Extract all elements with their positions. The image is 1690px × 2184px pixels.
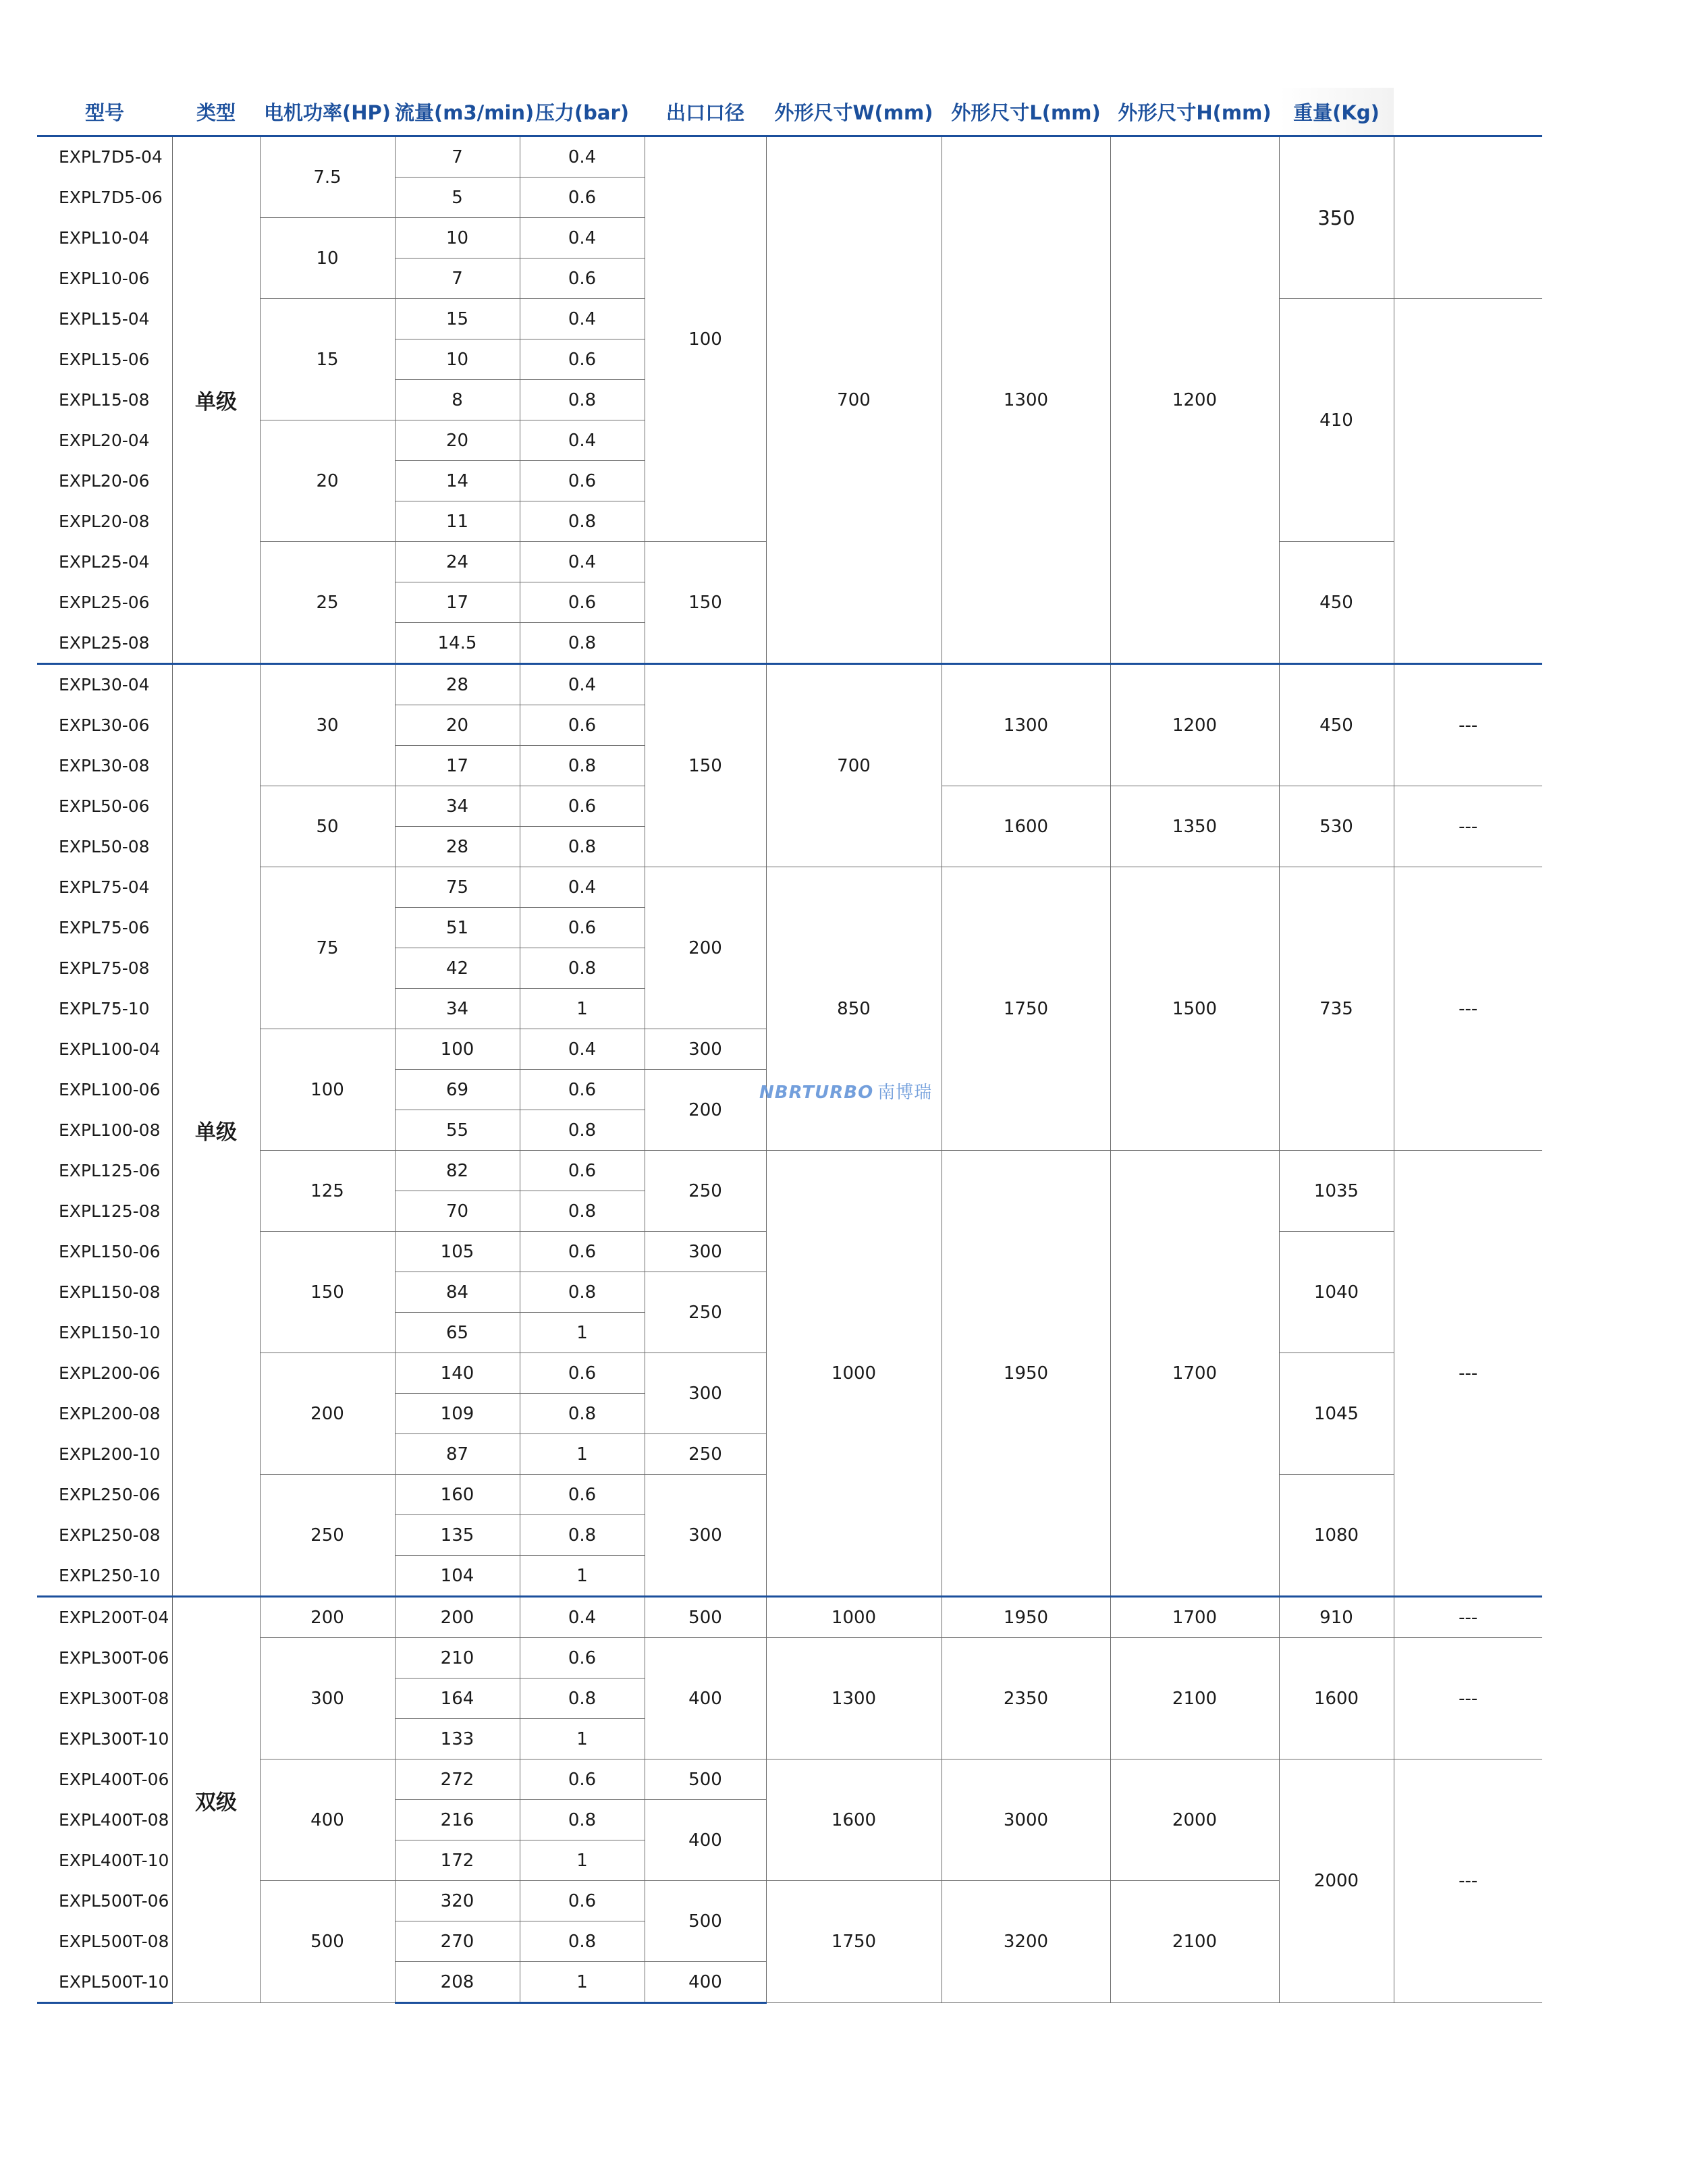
length-cell: 1950 <box>942 1597 1110 1638</box>
flow-cell: 70 <box>395 1191 520 1232</box>
weight-cell: 350 <box>1279 136 1394 299</box>
pressure-cell: 0.8 <box>520 380 645 420</box>
model-cell: EXPL20-04 <box>37 420 172 461</box>
model-cell: EXPL75-06 <box>37 908 172 948</box>
pressure-cell: 0.6 <box>520 1475 645 1515</box>
flow-cell: 133 <box>395 1719 520 1759</box>
header-flow: 流量(m3/min) <box>395 101 535 124</box>
weight-cell: 1600 <box>1279 1638 1394 1759</box>
pressure-cell: 0.6 <box>520 786 645 827</box>
flow-cell: 11 <box>395 501 520 542</box>
pressure-cell: 0.6 <box>520 178 645 218</box>
outlet-cell: 250 <box>645 1272 766 1353</box>
weight-cell: 1040 <box>1279 1232 1394 1353</box>
pressure-cell: 1 <box>520 1962 645 2003</box>
model-cell: EXPL30-06 <box>37 705 172 746</box>
pressure-cell: 0.4 <box>520 542 645 582</box>
watermark-brand: NBRTURBO <box>759 1083 874 1103</box>
flow-cell: 208 <box>395 1962 520 2003</box>
weight-cell: 2000 <box>1279 1759 1394 2003</box>
table-row <box>37 664 1542 705</box>
pressure-cell: 1 <box>520 989 645 1029</box>
flow-cell: 105 <box>395 1232 520 1272</box>
length-cell: 1750 <box>942 867 1110 1151</box>
flow-cell: 140 <box>395 1353 520 1394</box>
pressure-cell: 0.4 <box>520 420 645 461</box>
width-cell: 1000 <box>766 1151 942 1597</box>
pressure-cell: 0.6 <box>520 1070 645 1110</box>
outlet-cell: 100 <box>645 136 766 542</box>
flow-cell: 135 <box>395 1515 520 1556</box>
type-cell: 双级 <box>172 1597 260 2003</box>
length-cell: 1600 <box>942 786 1110 867</box>
flow-cell: 7 <box>395 136 520 178</box>
power-cell: 30 <box>260 664 395 786</box>
weight-cell: 1035 <box>1279 1151 1394 1232</box>
flow-cell: 75 <box>395 867 520 908</box>
pressure-cell: 0.8 <box>520 1678 645 1719</box>
pressure-cell: 1 <box>520 1434 645 1475</box>
power-cell: 75 <box>260 867 395 1029</box>
flow-cell: 10 <box>395 339 520 380</box>
model-cell: EXPL125-08 <box>37 1191 172 1232</box>
power-cell: 15 <box>260 299 395 420</box>
pressure-cell: 0.4 <box>520 1597 645 1638</box>
model-cell: EXPL400T-08 <box>37 1800 172 1840</box>
table-row <box>37 1759 1542 1800</box>
remark-cell <box>1394 136 1542 299</box>
flow-cell: 14.5 <box>395 623 520 664</box>
model-cell: EXPL250-08 <box>37 1515 172 1556</box>
model-cell: EXPL400T-10 <box>37 1840 172 1881</box>
weight-cell: 450 <box>1279 664 1394 786</box>
length-cell: 2350 <box>942 1638 1110 1759</box>
length-cell: 1950 <box>942 1151 1110 1597</box>
width-cell: 1300 <box>766 1638 942 1759</box>
header-length: 外形尺寸L(mm) <box>951 101 1101 124</box>
pressure-cell: 0.4 <box>520 664 645 705</box>
header-height: 外形尺寸H(mm) <box>1118 101 1272 124</box>
remark-cell: --- <box>1394 664 1542 786</box>
pressure-cell: 0.4 <box>520 867 645 908</box>
header-pressure: 压力(bar) <box>535 101 630 124</box>
model-cell: EXPL20-08 <box>37 501 172 542</box>
power-cell: 250 <box>260 1475 395 1597</box>
remark-cell: --- <box>1394 786 1542 867</box>
model-cell: EXPL75-04 <box>37 867 172 908</box>
flow-cell: 17 <box>395 746 520 786</box>
weight-cell: 450 <box>1279 542 1394 664</box>
power-cell: 200 <box>260 1353 395 1475</box>
pressure-cell: 0.6 <box>520 1151 645 1191</box>
model-cell: EXPL200T-04 <box>37 1597 172 1638</box>
height-cell: 2000 <box>1110 1759 1279 1881</box>
flow-cell: 172 <box>395 1840 520 1881</box>
weight-cell: 410 <box>1279 299 1394 542</box>
pressure-cell: 0.6 <box>520 1881 645 1921</box>
model-cell: EXPL25-08 <box>37 623 172 664</box>
outlet-cell: 500 <box>645 1759 766 1800</box>
remark-cell: --- <box>1394 1151 1542 1597</box>
power-cell: 400 <box>260 1759 395 1881</box>
remark-cell: --- <box>1394 1638 1542 1759</box>
model-cell: EXPL250-06 <box>37 1475 172 1515</box>
flow-cell: 24 <box>395 542 520 582</box>
flow-cell: 270 <box>395 1921 520 1962</box>
pressure-cell: 0.8 <box>520 827 645 867</box>
power-cell: 200 <box>260 1597 395 1638</box>
flow-cell: 200 <box>395 1597 520 1638</box>
header-remark <box>1394 88 1542 136</box>
model-cell: EXPL100-06 <box>37 1070 172 1110</box>
flow-cell: 100 <box>395 1029 520 1070</box>
flow-cell: 87 <box>395 1434 520 1475</box>
power-cell: 300 <box>260 1638 395 1759</box>
model-cell: EXPL300T-10 <box>37 1719 172 1759</box>
pressure-cell: 0.6 <box>520 908 645 948</box>
width-cell: 700 <box>766 136 942 664</box>
height-cell: 1200 <box>1110 664 1279 786</box>
power-cell: 10 <box>260 218 395 299</box>
length-cell: 1300 <box>942 136 1110 664</box>
width-cell: 850 <box>766 867 942 1151</box>
outlet-cell: 400 <box>645 1800 766 1881</box>
flow-cell: 55 <box>395 1110 520 1151</box>
flow-cell: 210 <box>395 1638 520 1678</box>
flow-cell: 14 <box>395 461 520 501</box>
remark-cell: --- <box>1394 867 1542 1151</box>
flow-cell: 84 <box>395 1272 520 1313</box>
header-outlet: 出口口径 <box>665 101 744 124</box>
length-cell: 1300 <box>942 664 1110 786</box>
watermark-cn: 南博瑞 <box>877 1083 933 1103</box>
height-cell: 1500 <box>1110 867 1279 1151</box>
pressure-cell: 0.6 <box>520 461 645 501</box>
type-cell: 单级 <box>172 136 260 664</box>
pressure-cell: 1 <box>520 1840 645 1881</box>
pressure-cell: 0.8 <box>520 501 645 542</box>
height-cell: 2100 <box>1110 1881 1279 2003</box>
pressure-cell: 0.8 <box>520 1394 645 1434</box>
header-type: 类型 <box>196 101 236 124</box>
height-cell: 1700 <box>1110 1151 1279 1597</box>
watermark-logo <box>759 1079 932 1103</box>
outlet-cell: 500 <box>645 1597 766 1638</box>
pressure-cell: 0.8 <box>520 1800 645 1840</box>
pressure-cell: 0.8 <box>520 746 645 786</box>
outlet-cell: 400 <box>645 1638 766 1759</box>
table-row <box>37 867 1542 908</box>
model-cell: EXPL150-06 <box>37 1232 172 1272</box>
pressure-cell: 0.8 <box>520 1191 645 1232</box>
flow-cell: 160 <box>395 1475 520 1515</box>
pressure-cell: 0.6 <box>520 582 645 623</box>
outlet-cell: 300 <box>645 1353 766 1434</box>
model-cell: EXPL200-08 <box>37 1394 172 1434</box>
flow-cell: 28 <box>395 827 520 867</box>
pressure-cell: 0.6 <box>520 258 645 299</box>
model-cell: EXPL50-06 <box>37 786 172 827</box>
power-cell: 150 <box>260 1232 395 1353</box>
model-cell: EXPL300T-08 <box>37 1678 172 1719</box>
flow-cell: 109 <box>395 1394 520 1434</box>
remark-cell: --- <box>1394 1597 1542 1638</box>
outlet-cell: 250 <box>645 1434 766 1475</box>
flow-cell: 65 <box>395 1313 520 1353</box>
table-row <box>37 1597 1542 1638</box>
pressure-cell: 0.6 <box>520 1232 645 1272</box>
flow-cell: 82 <box>395 1151 520 1191</box>
model-cell: EXPL125-06 <box>37 1151 172 1191</box>
model-cell: EXPL15-08 <box>37 380 172 420</box>
power-cell: 50 <box>260 786 395 867</box>
model-cell: EXPL500T-06 <box>37 1881 172 1921</box>
weight-cell: 1080 <box>1279 1475 1394 1597</box>
flow-cell: 164 <box>395 1678 520 1719</box>
flow-cell: 34 <box>395 989 520 1029</box>
model-cell: EXPL30-04 <box>37 664 172 705</box>
height-cell: 1700 <box>1110 1597 1279 1638</box>
height-cell: 2100 <box>1110 1638 1279 1759</box>
model-cell: EXPL30-08 <box>37 746 172 786</box>
pressure-cell: 0.8 <box>520 1110 645 1151</box>
outlet-cell: 150 <box>645 664 766 867</box>
pressure-cell: 0.6 <box>520 339 645 380</box>
flow-cell: 320 <box>395 1881 520 1921</box>
model-cell: EXPL15-06 <box>37 339 172 380</box>
remark-cell: --- <box>1394 1759 1542 2003</box>
outlet-cell: 300 <box>645 1475 766 1597</box>
model-cell: EXPL150-08 <box>37 1272 172 1313</box>
flow-cell: 20 <box>395 705 520 746</box>
width-cell: 700 <box>766 664 942 867</box>
table-row <box>37 136 1542 178</box>
flow-cell: 28 <box>395 664 520 705</box>
spec-table <box>37 88 1542 2004</box>
weight-cell: 1045 <box>1279 1353 1394 1475</box>
model-cell: EXPL20-06 <box>37 461 172 501</box>
table-row <box>37 1151 1542 1191</box>
outlet-cell: 300 <box>645 1029 766 1070</box>
power-cell: 20 <box>260 420 395 542</box>
weight-cell: 910 <box>1279 1597 1394 1638</box>
model-cell: EXPL50-08 <box>37 827 172 867</box>
model-cell: EXPL150-10 <box>37 1313 172 1353</box>
flow-cell: 20 <box>395 420 520 461</box>
pressure-cell: 0.6 <box>520 705 645 746</box>
model-cell: EXPL10-06 <box>37 258 172 299</box>
flow-cell: 34 <box>395 786 520 827</box>
weight-cell: 530 <box>1279 786 1394 867</box>
height-cell: 1350 <box>1110 786 1279 867</box>
pressure-cell: 0.8 <box>520 1515 645 1556</box>
power-cell: 7.5 <box>260 136 395 218</box>
flow-cell: 17 <box>395 582 520 623</box>
outlet-cell: 400 <box>645 1962 766 2003</box>
width-cell: 1750 <box>766 1881 942 2003</box>
pressure-cell: 0.4 <box>520 218 645 258</box>
model-cell: EXPL500T-10 <box>37 1962 172 2003</box>
power-cell: 25 <box>260 542 395 664</box>
model-cell: EXPL10-04 <box>37 218 172 258</box>
width-cell: 1000 <box>766 1597 942 1638</box>
width-cell: 1600 <box>766 1759 942 1881</box>
pressure-cell: 0.8 <box>520 948 645 989</box>
power-cell: 125 <box>260 1151 395 1232</box>
model-cell: EXPL7D5-06 <box>37 178 172 218</box>
model-cell: EXPL500T-08 <box>37 1921 172 1962</box>
flow-cell: 216 <box>395 1800 520 1840</box>
header-row <box>37 88 1542 136</box>
outlet-cell: 500 <box>645 1881 766 1962</box>
flow-cell: 15 <box>395 299 520 339</box>
outlet-cell: 200 <box>645 867 766 1029</box>
outlet-cell: 300 <box>645 1232 766 1272</box>
power-cell: 100 <box>260 1029 395 1151</box>
flow-cell: 7 <box>395 258 520 299</box>
pressure-cell: 0.4 <box>520 1029 645 1070</box>
pressure-cell: 1 <box>520 1719 645 1759</box>
pressure-cell: 1 <box>520 1556 645 1597</box>
pressure-cell: 0.8 <box>520 623 645 664</box>
spec-body <box>37 136 1542 2003</box>
pressure-cell: 0.8 <box>520 1272 645 1313</box>
outlet-cell: 250 <box>645 1151 766 1232</box>
model-cell: EXPL75-08 <box>37 948 172 989</box>
type-cell: 单级 <box>172 664 260 1597</box>
header-width: 外形尺寸W(mm) <box>774 101 933 124</box>
pressure-cell: 1 <box>520 1313 645 1353</box>
header-model: 型号 <box>84 101 124 124</box>
model-cell: EXPL200-10 <box>37 1434 172 1475</box>
outlet-cell: 200 <box>645 1070 766 1151</box>
length-cell: 3000 <box>942 1759 1110 1881</box>
header-weight: 重量(Kg) <box>1279 88 1394 136</box>
flow-cell: 42 <box>395 948 520 989</box>
header-power: 电机功率(HP) <box>263 101 391 124</box>
model-cell: EXPL25-04 <box>37 542 172 582</box>
model-cell: EXPL100-08 <box>37 1110 172 1151</box>
model-cell: EXPL15-04 <box>37 299 172 339</box>
flow-cell: 8 <box>395 380 520 420</box>
flow-cell: 10 <box>395 218 520 258</box>
flow-cell: 51 <box>395 908 520 948</box>
flow-cell: 272 <box>395 1759 520 1800</box>
pressure-cell: 0.6 <box>520 1759 645 1800</box>
power-cell: 500 <box>260 1881 395 2003</box>
flow-cell: 69 <box>395 1070 520 1110</box>
pressure-cell: 0.6 <box>520 1353 645 1394</box>
flow-cell: 5 <box>395 178 520 218</box>
model-cell: EXPL25-06 <box>37 582 172 623</box>
model-cell: EXPL200-06 <box>37 1353 172 1394</box>
model-cell: EXPL300T-06 <box>37 1638 172 1678</box>
model-cell: EXPL400T-06 <box>37 1759 172 1800</box>
table-row <box>37 1638 1542 1678</box>
outlet-cell: 150 <box>645 542 766 664</box>
pressure-cell: 0.8 <box>520 1921 645 1962</box>
flow-cell: 104 <box>395 1556 520 1597</box>
model-cell: EXPL7D5-04 <box>37 136 172 178</box>
model-cell: EXPL250-10 <box>37 1556 172 1597</box>
pressure-cell: 0.6 <box>520 1638 645 1678</box>
remark-cell <box>1394 299 1542 664</box>
weight-cell: 735 <box>1279 867 1394 1151</box>
model-cell: EXPL100-04 <box>37 1029 172 1070</box>
pressure-cell: 0.4 <box>520 136 645 178</box>
height-cell: 1200 <box>1110 136 1279 664</box>
model-cell: EXPL75-10 <box>37 989 172 1029</box>
pressure-cell: 0.4 <box>520 299 645 339</box>
length-cell: 3200 <box>942 1881 1110 2003</box>
